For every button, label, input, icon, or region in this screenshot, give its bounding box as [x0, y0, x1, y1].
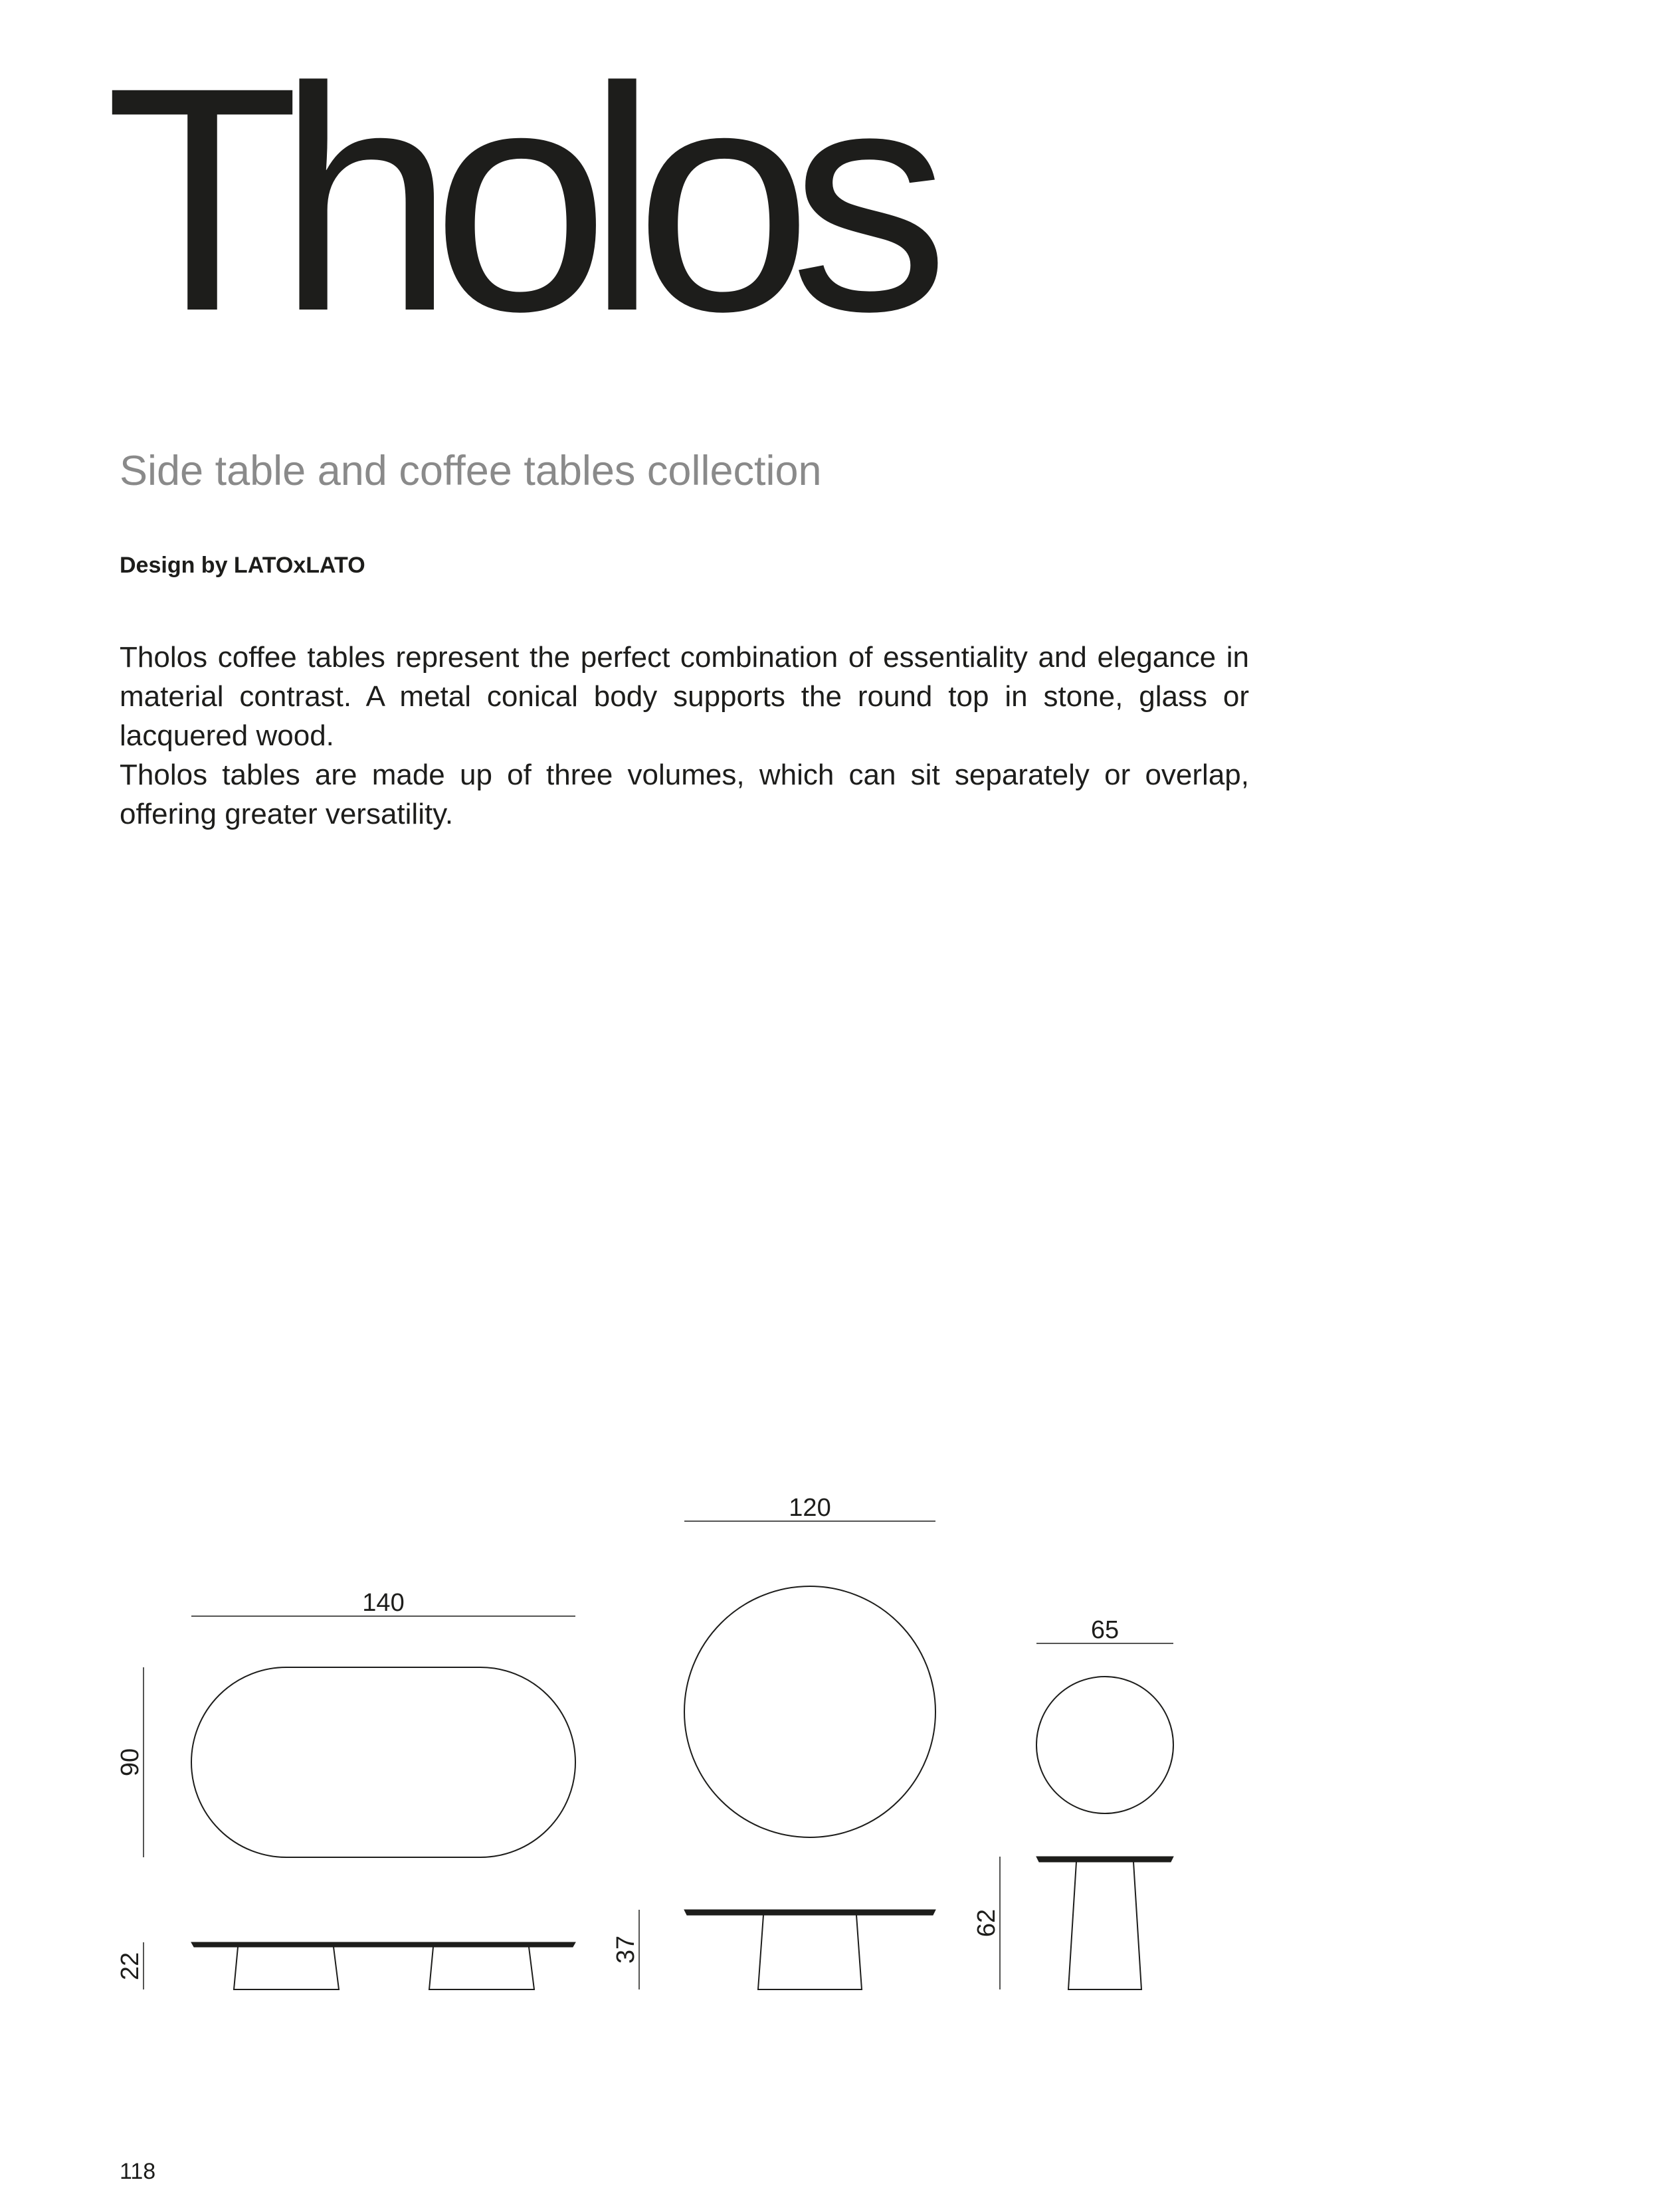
oval-table-top-outline: [191, 1667, 575, 1857]
oval-depth-label: 90: [116, 1748, 144, 1777]
large-round-table-base: [758, 1915, 862, 1989]
page-number: 118: [120, 2159, 156, 2184]
large-round-height-label: 37: [612, 1935, 640, 1964]
oval-height-label: 22: [116, 1952, 144, 1981]
large-round-diameter-label: 120: [789, 1494, 831, 1522]
small-round-table-plan-view: [1036, 1643, 1173, 1813]
description-paragraph-2: Tholos tables are made up of three volumes, which can sit separately or overlap, offering greater versatility.: [120, 759, 1249, 830]
small-round-diameter-label: 65: [1090, 1616, 1120, 1644]
large-round-table-elevation: [639, 1910, 935, 1989]
small-round-table-base: [1068, 1862, 1141, 1989]
description-paragraph-1: Tholos coffee tables represent the perfect combination of essentiality and elegance in material contrast. A metal conical body supports the round top in stone, glass or lacquered wood.: [120, 641, 1249, 752]
large-round-table-top-profile: [684, 1910, 935, 1915]
oval-table-left-base: [234, 1947, 339, 1989]
designer-credit: Design by LATOxLATO: [120, 553, 365, 578]
large-round-table-plan-view: [684, 1521, 935, 1837]
oval-table-top-profile: [191, 1942, 575, 1947]
oval-table-elevation: [144, 1942, 575, 1989]
oval-table-right-base: [429, 1947, 534, 1989]
small-round-height-label: 62: [973, 1908, 1001, 1938]
small-round-table-elevation: [1000, 1857, 1173, 1989]
page-title: Tholos: [105, 21, 927, 377]
large-round-table-top-outline: [684, 1586, 935, 1837]
oval-width-label: 140: [362, 1589, 405, 1617]
small-round-table-top-profile: [1036, 1857, 1173, 1862]
small-round-table-top-outline: [1036, 1677, 1173, 1813]
oval-table-plan-view: [144, 1616, 575, 1857]
collection-subtitle: Side table and coffee tables collection: [120, 448, 822, 494]
